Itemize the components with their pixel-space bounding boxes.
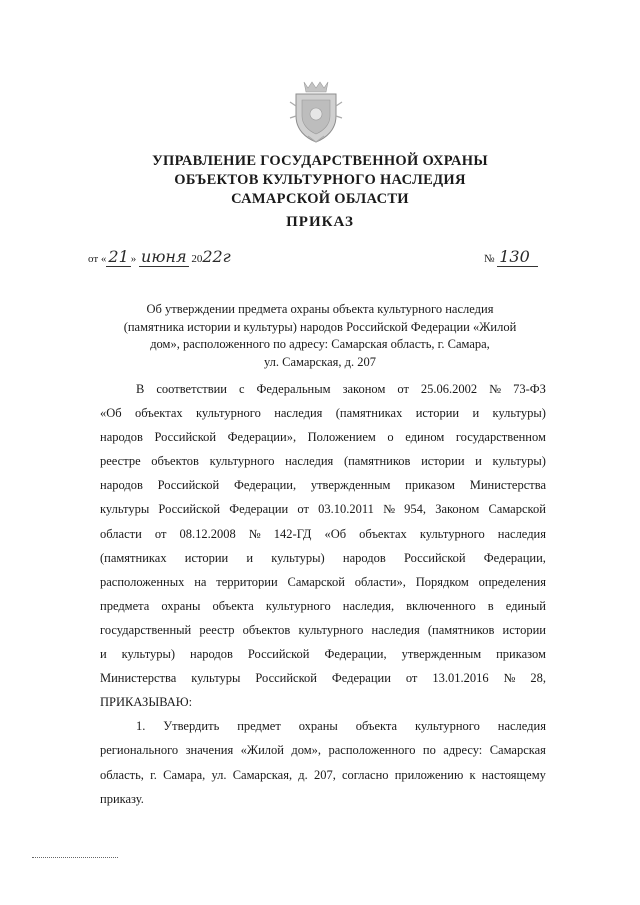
word: д.	[298, 767, 308, 782]
word: по	[422, 743, 436, 758]
number-value: 130	[497, 247, 538, 267]
order-body	[100, 377, 546, 811]
date-day: 21	[108, 247, 129, 266]
word: 954,	[404, 502, 427, 517]
word: истории	[502, 622, 546, 637]
word: от	[154, 526, 167, 541]
word: в	[487, 598, 494, 613]
word: Российской	[157, 478, 220, 493]
word: значения	[185, 743, 234, 758]
word: культурного	[298, 622, 364, 637]
org-line: САМАРСКОЙ ОБЛАСТИ	[231, 191, 409, 207]
word: Российской	[255, 671, 317, 686]
word: реестре	[100, 454, 141, 469]
number-prefix: №	[484, 253, 495, 265]
word: народов	[342, 550, 386, 565]
word: Российской	[403, 550, 466, 565]
word: наследия,	[342, 598, 395, 613]
text-line: приказу.	[100, 791, 144, 806]
text-line	[100, 401, 546, 425]
word: Утвердить	[163, 719, 220, 734]
word: Федерации	[229, 502, 289, 517]
text-line	[100, 714, 546, 738]
word: (памятников	[343, 454, 411, 469]
word: наследия	[497, 719, 546, 734]
word: Самарская	[489, 743, 546, 758]
text-line	[100, 497, 546, 521]
word: 73-ФЗ	[513, 382, 546, 396]
word: законом	[342, 382, 386, 396]
word: 28,	[530, 671, 546, 686]
word: регионального	[100, 743, 179, 758]
word: на	[194, 574, 207, 589]
word: Законом	[435, 502, 480, 517]
word: народов	[100, 430, 143, 445]
date-sep: »	[130, 253, 137, 265]
word: объекта	[212, 598, 254, 613]
word: дом»,	[291, 743, 322, 758]
word: истории	[184, 550, 229, 565]
word: согласно	[341, 767, 389, 782]
word: от	[405, 671, 418, 686]
word: 207,	[313, 767, 336, 782]
word: наследия	[274, 406, 323, 421]
word: и	[246, 550, 254, 565]
text-line	[100, 666, 546, 690]
word: объектов	[242, 622, 291, 637]
word: Российской	[158, 502, 221, 517]
word: (памятников	[427, 622, 495, 637]
word: культурного	[419, 526, 485, 541]
word: Федерации,	[233, 478, 297, 493]
word: истории	[415, 406, 460, 421]
text-line	[100, 522, 546, 546]
word: области	[100, 526, 142, 541]
word: наследия	[497, 526, 546, 541]
footer-divider	[32, 857, 118, 858]
word: «Жилой	[240, 743, 284, 758]
word: к	[469, 767, 476, 782]
word: и	[472, 406, 480, 421]
word: объектов	[151, 454, 199, 469]
word: от	[397, 382, 409, 396]
word: Российской	[247, 647, 310, 662]
word: 142-ГД	[273, 526, 312, 541]
word: 1.	[136, 719, 146, 734]
word: культурного	[209, 454, 275, 469]
word: народов	[190, 647, 233, 662]
text-line	[100, 642, 546, 666]
word: территории	[216, 574, 278, 589]
word: Министерства	[100, 671, 177, 686]
subject-line: Об утверждении предмета охраны объекта культурного наследия	[146, 302, 494, 316]
word: с	[238, 382, 245, 396]
word: предмет	[237, 719, 281, 734]
word: 13.01.2016	[432, 671, 489, 686]
subject-line: дом», расположенного по адресу: Самарская область, г. Самара,	[150, 337, 490, 351]
word: Федерации»,	[227, 430, 297, 445]
word: объектах	[134, 406, 183, 421]
subject-line: (памятника истории и культуры) народов Российской Федерации «Жилой	[123, 319, 517, 334]
text-line	[100, 594, 546, 618]
word: истории	[421, 454, 465, 469]
text-line	[100, 449, 546, 473]
word: единый	[505, 598, 546, 613]
word: объектах	[359, 526, 407, 541]
subject-line: ул. Самарская, д. 207	[263, 354, 377, 369]
coat-of-arms-icon	[286, 78, 346, 146]
word: №	[489, 382, 502, 396]
word: Самарской	[287, 574, 345, 589]
organization-name	[0, 152, 640, 209]
word: охраны	[161, 598, 201, 613]
word: Положением	[307, 430, 376, 445]
word: от	[297, 502, 309, 517]
word: культуры	[191, 671, 241, 686]
word: Федерации,	[483, 550, 546, 565]
word: Федерации	[331, 671, 391, 686]
text-line	[100, 425, 546, 449]
word: «Об	[324, 526, 347, 541]
word: культурного	[195, 406, 261, 421]
word: государственном	[455, 430, 546, 445]
word: №	[503, 671, 516, 686]
word: определения	[478, 574, 546, 589]
order-title: ПРИКАЗ	[286, 214, 354, 230]
text-line	[100, 738, 546, 762]
word: расположенных	[100, 574, 185, 589]
word: едином	[405, 430, 445, 445]
word: область,	[100, 767, 144, 782]
word: В	[136, 382, 145, 396]
word: о	[387, 430, 394, 445]
word: «Об	[100, 406, 122, 421]
date-prefix: от «	[88, 253, 107, 265]
word: Самарская,	[232, 767, 293, 782]
order-subject	[0, 301, 640, 371]
word: приложению	[394, 767, 464, 782]
order-item-1	[100, 714, 546, 810]
word: культуры)	[121, 647, 176, 662]
word: государственный	[100, 622, 192, 637]
word: (памятниках	[100, 550, 167, 565]
word: культурного	[414, 719, 480, 734]
word: культуры)	[492, 406, 546, 421]
text-line	[100, 473, 546, 497]
text-line	[100, 618, 546, 642]
order-number	[484, 247, 538, 266]
word: расположенного	[328, 743, 416, 758]
word: народов	[100, 478, 143, 493]
word: Самара,	[163, 767, 206, 782]
word: и	[100, 647, 107, 662]
word: культурного	[265, 598, 331, 613]
text-line	[100, 377, 546, 401]
word: №	[248, 526, 261, 541]
word: Самарской	[488, 502, 546, 517]
word: объекта	[355, 719, 398, 734]
word: ул.	[211, 767, 227, 782]
text-line	[100, 546, 546, 570]
date-year-prefix: 20	[191, 253, 203, 265]
word: области»,	[354, 574, 406, 589]
word: приказом	[405, 478, 455, 493]
word: г.	[150, 767, 157, 782]
word: Порядком	[415, 574, 469, 589]
word: предмета	[100, 598, 150, 613]
word: и	[475, 454, 482, 469]
word: Федерации,	[324, 647, 387, 662]
word: наследия	[285, 454, 334, 469]
word: настоящему	[481, 767, 546, 782]
word: адресу:	[443, 743, 483, 758]
word: 25.06.2002	[420, 382, 478, 396]
org-line: УПРАВЛЕНИЕ ГОСУДАРСТВЕННОЙ ОХРАНЫ	[152, 153, 488, 169]
word: Федеральным	[256, 382, 331, 396]
order-date	[88, 247, 231, 266]
text-line	[100, 570, 546, 594]
org-line: ОБЪЕКТОВ КУЛЬТУРНОГО НАСЛЕДИЯ	[174, 172, 466, 188]
date-month: июня	[141, 247, 187, 266]
word: наследия	[371, 622, 420, 637]
word: культуры	[100, 502, 150, 517]
word: Министерства	[469, 478, 546, 493]
word: приказом	[496, 647, 546, 662]
word: Российской	[154, 430, 217, 445]
word: №	[383, 502, 395, 517]
word: утвержденным	[401, 647, 482, 662]
word: охраны	[298, 719, 338, 734]
word: культуры)	[271, 550, 325, 565]
word: включенного	[406, 598, 476, 613]
text-line: ПРИКАЗЫВАЮ:	[100, 695, 193, 710]
word: 03.10.2011	[318, 502, 374, 517]
word: 08.12.2008	[179, 526, 236, 541]
word: соответствии	[156, 382, 227, 396]
word: реестр	[199, 622, 235, 637]
text-line	[100, 763, 546, 787]
word: культуры)	[492, 454, 546, 469]
preamble-paragraph	[100, 377, 546, 714]
date-year: 22г	[202, 247, 231, 266]
word: утвержденным	[310, 478, 391, 493]
word: (памятниках	[335, 406, 403, 421]
